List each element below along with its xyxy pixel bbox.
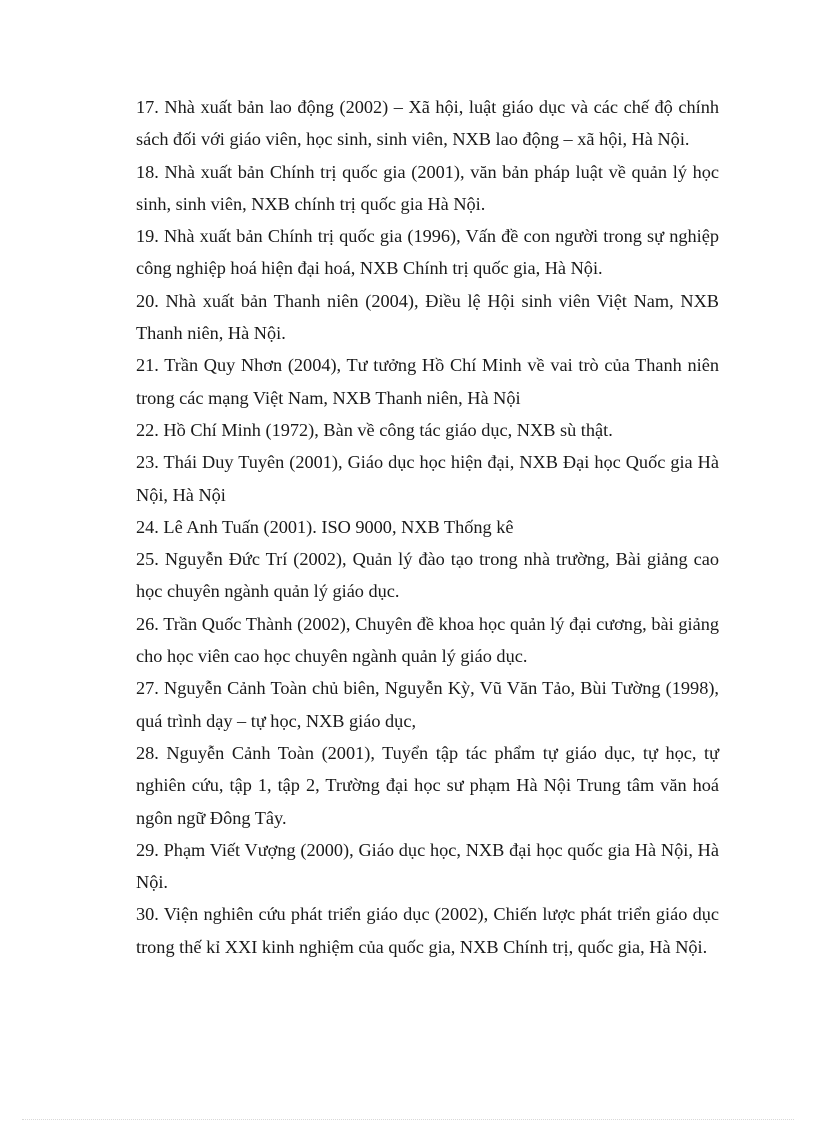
reference-item-30: 30. Viện nghiên cứu phát triển giáo dục (2002), Chiến lược phát triển giáo dục trong thế kỉ XXI kinh nghiệm của quốc gia, NXB Chính trị, quốc gia, Hà Nội.: [136, 904, 719, 957]
reference-item-22: 22. Hồ Chí Minh (1972), Bàn về công tác giáo dục, NXB sù thật.: [136, 419, 613, 440]
reference-item-27: 27. Nguyễn Cảnh Toàn chủ biên, Nguyễn Kỳ, Vũ Văn Tảo, Bùi Tường (1998), quá trình dạy – tự học, NXB giáo dục,: [136, 678, 719, 731]
reference-item-18: 18. Nhà xuất bản Chính trị quốc gia (2001), văn bản pháp luật về quản lý học sinh, sinh viên, NXB chính trị quốc gia Hà Nội.: [136, 161, 719, 214]
reference-item-29: 29. Phạm Viết Vượng (2000), Giáo dục học, NXB đại học quốc gia Hà Nội, Hà Nội.: [136, 839, 719, 893]
reference-item-19: 19. Nhà xuất bản Chính trị quốc gia (1996), Vấn đề con người trong sự nghiệp công nghiệp hoá hiện đại hoá, NXB Chính trị quốc gia, Hà Nội.: [136, 226, 719, 279]
reference-item-20: 20. Nhà xuất bản Thanh niên (2004), Điều lệ Hội sinh viên Việt Nam, NXB Thanh niên, Hà Nội.: [136, 290, 719, 344]
page-bottom-divider: [22, 1119, 794, 1120]
reference-item-28: 28. Nguyễn Cảnh Toàn (2001), Tuyển tập tác phẩm tự giáo dục, tự học, tự nghiên cứu, tập 1, tập 2, Trường đại học sư phạm Hà Nội Trung tâm văn hoá ngôn ngữ Đông Tây.: [136, 742, 719, 828]
reference-item-24: 24. Lê Anh Tuấn (2001). ISO 9000, NXB Thống kê: [136, 516, 514, 537]
reference-item-25: 25. Nguyễn Đức Trí (2002), Quản lý đào tạo trong nhà trường, Bài giảng cao học chuyên ngành quản lý giáo dục.: [136, 549, 719, 602]
reference-item-21: 21. Trần Quy Nhơn (2004), Tư tưởng Hồ Chí Minh về vai trò của Thanh niên trong các mạng Việt Nam, NXB Thanh niên, Hà Nội: [136, 355, 719, 408]
reference-item-26: 26. Trần Quốc Thành (2002), Chuyên đề khoa học quản lý đại cương, bài giảng cho học viên cao học chuyên ngành quản lý giáo dục.: [136, 613, 719, 667]
reference-item-23: 23. Thái Duy Tuyên (2001), Giáo dục học hiện đại, NXB Đại học Quốc gia Hà Nội, Hà Nội: [136, 452, 719, 505]
reference-item-17: 17. Nhà xuất bản lao động (2002) – Xã hội, luật giáo dục và các chế độ chính sách đối với giáo viên, học sinh, sinh viên, NXB lao động – xã hội, Hà Nội.: [136, 97, 719, 150]
reference-list: [136, 91, 719, 963]
